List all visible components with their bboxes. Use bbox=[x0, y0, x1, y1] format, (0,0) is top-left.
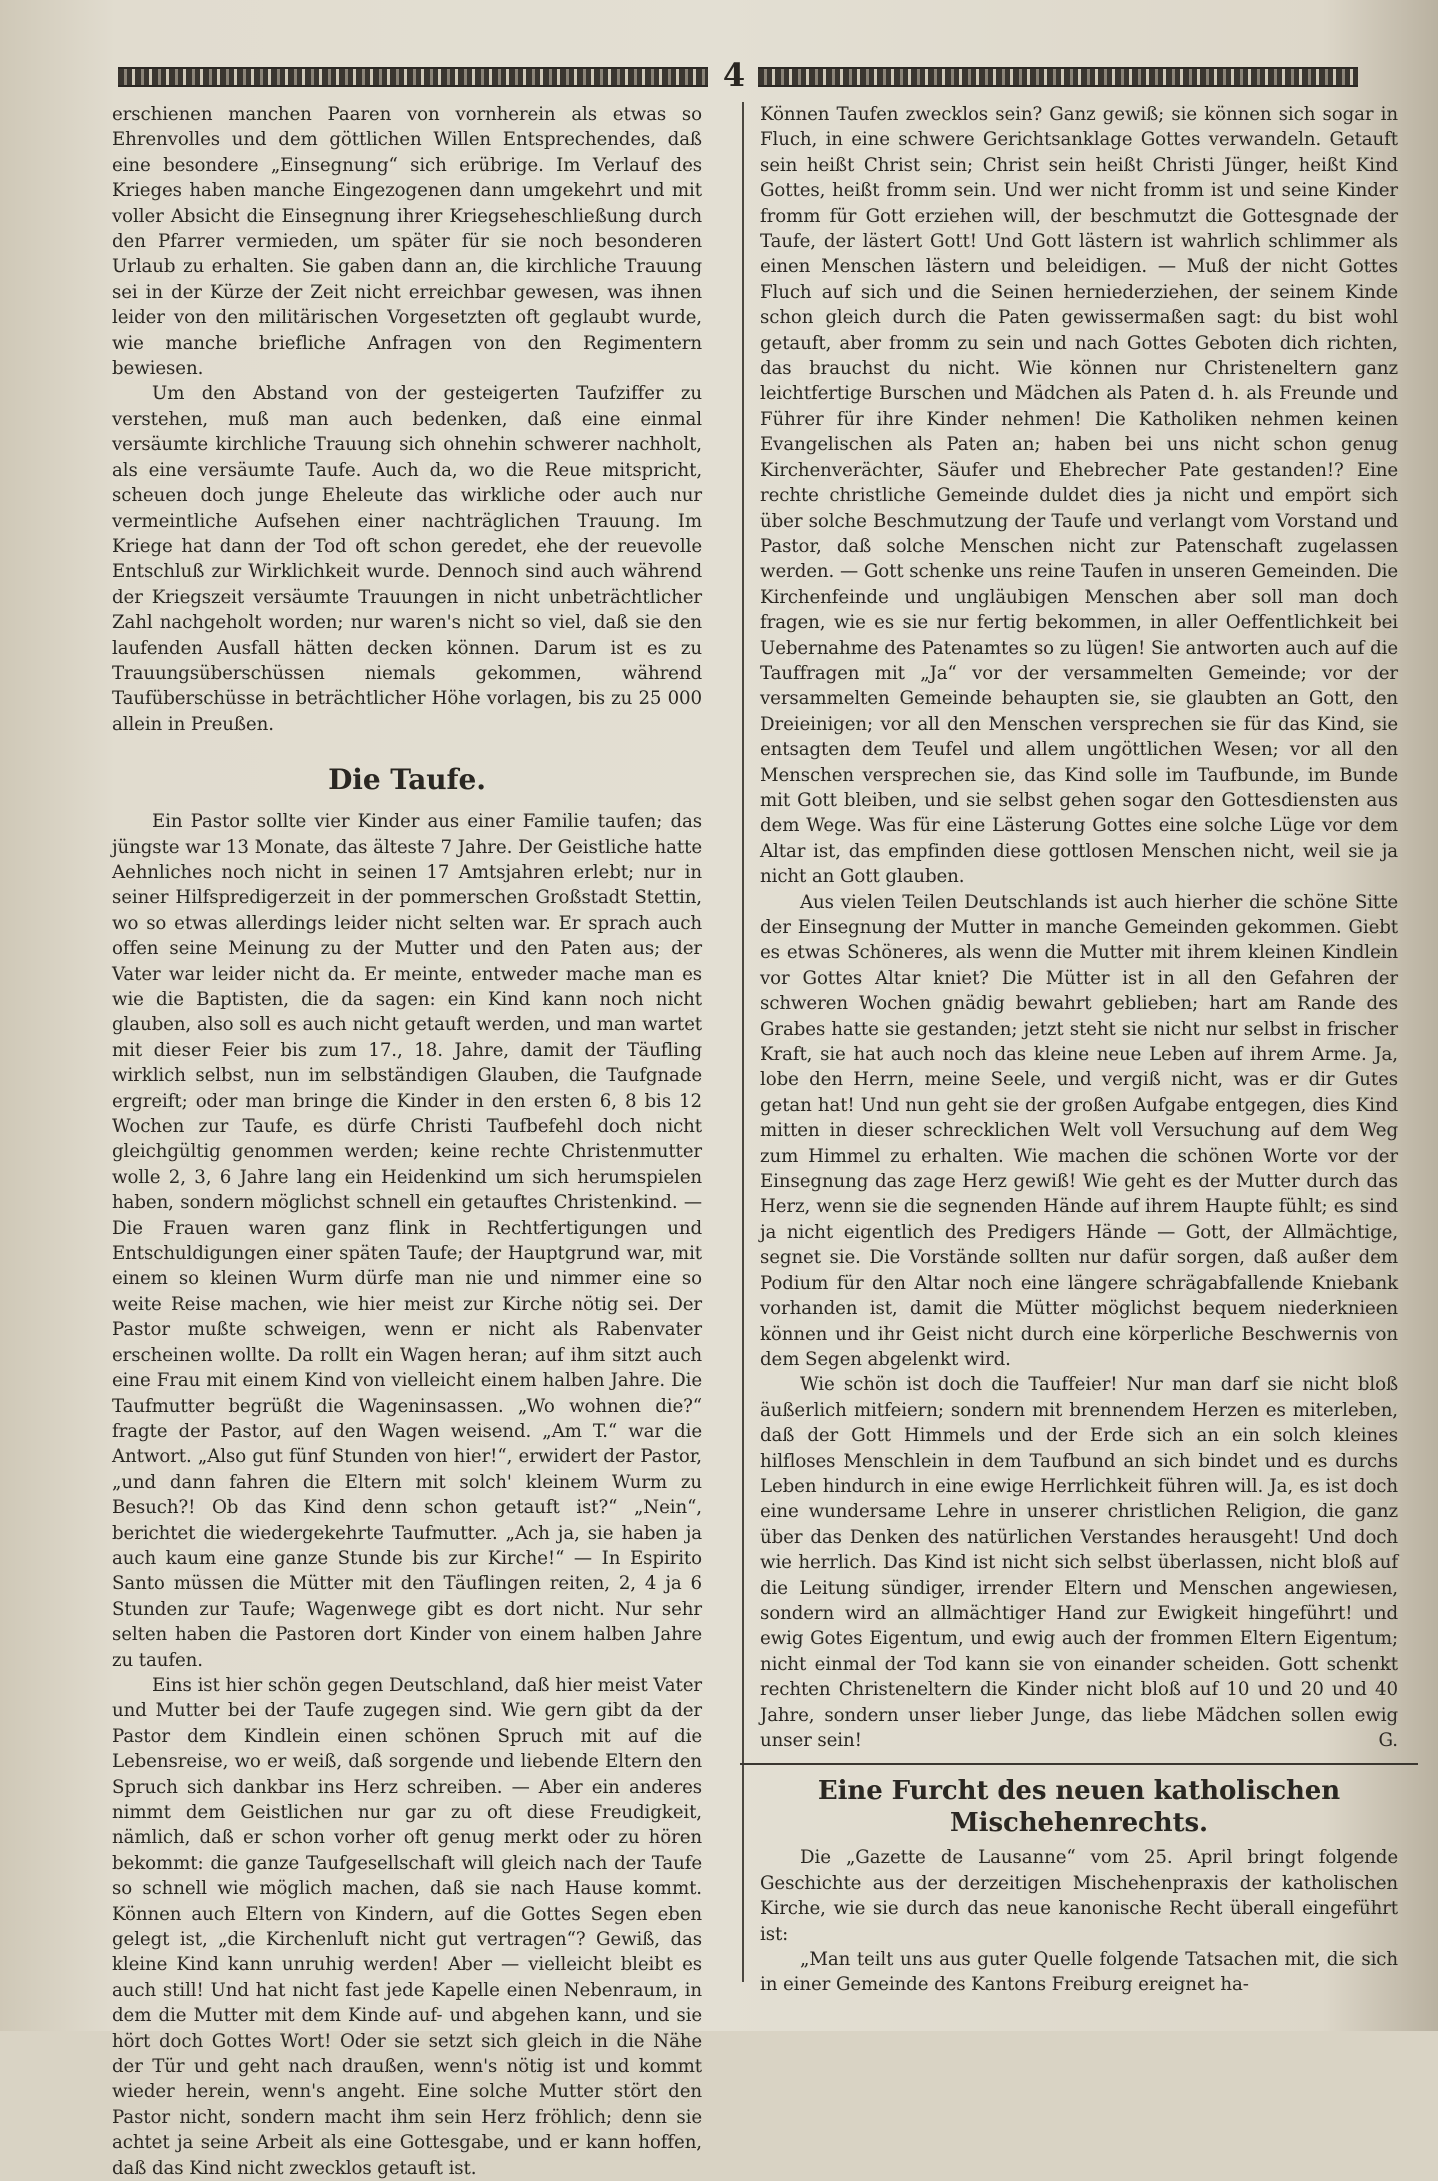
right-paragraph-3-text: Wie schön ist doch die Tauffeier! Nur man darf sie nicht bloß äußerlich mitfeiern; sondern mit brennendem Herzen es miterleben, daß der Gott Himmels und der Erde sich an ein solch kleines hilfloses Menschlein in dem Taufbund an sich bindet und es durchs Leben hindurch in eine ewige Herrlichkeit führen will. Ja, es ist doch eine wundersame Lehre in unserer christlichen Religion, die ganz über das Denken des natürlichen Verstandes herausgeht! Und doch wie herrlich. Das Kind ist nicht sich selbst überlassen, nicht bloß auf die Leitung sündiger, irrender Eltern und Menschen angewiesen, sondern wird an allmächtiger Hand zur Ewigkeit hingeführt! und ewig Gotes Eigentum, und ewig auch der frommen Eltern Eigentum; nicht einmal der Tod kann sie von einander scheiden. Gott schenkt rechten Christeneltern die Kinder nicht bloß auf 10 und 20 und 40 Jahre, sondern unser lieber Junge, das liebe Mädchen sollen ewig unser sein! bbox=[760, 1374, 1398, 1751]
right-paragraph-3 bbox=[760, 1372, 1398, 1753]
left-paragraph-4: Eins ist hier schön gegen Deutschland, daß hier meist Vater und Mutter bei der Taufe zugegen sind. Wie gern gibt da der Pastor dem Kindlein einen schönen Spruch mit auf die Lebensreise, wo er weiß, daß sorgende und liebende Eltern den Spruch sich dankbar ins Herz schreiben. — Aber ein anderes nimmt dem Geistlichen nur gar zu oft diese Freudigkeit, nämlich, daß er schon vorher oft genug merkt oder zu hören bekommt: die ganze Taufgesellschaft will gleich nach der Taufe so schnell wie möglich machen, daß sie nach Hause kommt. Können auch Eltern von Kindern, auf die Gottes Segen eben gelegt ist, „die Kirchenluft nicht gut vertragen“? Gewiß, das kleine Kind kann unruhig werden! Aber — vielleicht bleibt es auch still! Und hat nicht fast jede Kapelle einen Nebenraum, in dem die Mutter mit dem Kinde auf- und abgehen kann, und sie hört doch Gottes Wort! Oder sie setzt sich gleich in die Nähe der Tür und geht nach draußen, wenn's nötig ist und kommt wieder herein, wenn's angeht. Eine solche Mutter stört den Pastor nicht, sondern macht ihm sein Herz fröhlich; denn sie achtet ja seine Arbeit als eine Gottesgabe, und er kann hoffen, daß das Kind nicht zwecklos getauft ist. bbox=[112, 1674, 702, 2179]
author-signature: G. bbox=[1378, 1730, 1398, 1751]
left-paragraph-2: Um den Abstand von der gesteigerten Taufziffer zu verstehen, muß man auch bedenken, daß eine einmal versäumte kirchliche Trauung sich ohnehin schwerer nachholt, als eine versäumte Taufe. Auch da, wo die Reue mitspricht, scheuen doch junge Eheleute das wirkliche oder auch nur vermeintliche Aufsehen einer nachträglichen Trauung. Im Kriege hat dann der Tod oft schon geredet, ehe der reuevolle Entschluß zur Wirklichkeit wurde. Dennoch sind auch während der Kriegszeit versäumte Trauungen in nicht unbeträchtlicher Zahl nachgeholt worden; nur waren's nicht so viel, daß sie den laufenden Ausfall hätten decken können. Darum ist es zu Trauungsüberschüssen niemals gekommen, während Taufüberschüsse in beträchtlicher Höhe vorlagen, bis zu 25 000 allein in Preußen. bbox=[112, 383, 702, 735]
right-paragraph-5: „Man teilt uns aus guter Quelle folgende Tatsachen mit, die sich in einer Gemeinde des Kantons Freiburg ereignet ha- bbox=[760, 1949, 1398, 1996]
left-column bbox=[112, 102, 702, 2181]
right-column bbox=[760, 102, 1398, 1998]
page-header bbox=[118, 55, 1358, 95]
section-rule bbox=[740, 1763, 1418, 1765]
left-paragraph-1: erschienen manchen Paaren von vornherein als etwas so Ehrenvolles und dem göttlichen Willen Entsprechendes, daß eine besondere „Einsegnung“ sich erübrige. Im Verlauf des Krieges haben manche Eingezogenen dann umgekehrt und mit voller Absicht die Einsegnung ihrer Kriegseheschließung durch den Pfarrer vermieden, um später für sie noch besonderen Urlaub zu erhalten. Sie gaben dann an, die kirchliche Trauung sei in der Kürze der Zeit nicht erreichbar gewesen, was ihnen leider von den militärischen Vorgesetzten oft geglaubt wurde, wie manche briefliche Anfragen von den Regimentern bewiesen. bbox=[112, 104, 702, 380]
left-paragraph-3: Ein Pastor sollte vier Kinder aus einer Familie taufen; das jüngste war 13 Monate, das älteste 7 Jahre. Der Geistliche hatte Aehnliches noch nicht in seinen 17 Amtsjahren erlebt; nur in seiner Hilfspredigerzeit in der pommerschen Großstadt Stettin, wo so etwas allerdings leider nicht selten war. Er sprach auch offen seine Meinung zu der Mutter und den Paten aus; der Vater war leider nicht da. Er meinte, entweder mache man es wie die Baptisten, die da sagen: ein Kind kann noch nicht glauben, also soll es auch nicht getauft werden, und man wartet mit dieser Feier bis zum 17., 18. Jahre, damit der Täufling wirklich selbst, nun im selbständigen Glauben, die Taufgnade ergreift; oder man bringe die Kinder in den ersten 6, 8 bis 12 Wochen zur Taufe, es dürfe Christi Taufbefehl doch nicht gleichgültig genommen werden; keine rechte Christenmutter wolle 2, 3, 6 Jahre lang ein Heidenkind um sich herumspielen haben, sondern möglichst schnell ein getauftes Christenkind. — Die Frauen waren ganz flink in Rechtfertigungen und Entschuldigungen einer späten Taufe; der Hauptgrund war, mit einem so kleinen Wurm dürfe man nie und nimmer eine so weite Reise machen, wie hier meist zur Kirche nötig sei. Der Pastor mußte schweigen, wenn er nicht als Rabenvater erscheinen wollte. Da rollt ein Wagen heran; auf ihm sitzt auch eine Frau mit einem Kind von vielleicht einem halben Jahre. Die Taufmutter begrüßt die Wageninsassen. „Wo wohnen die?“ fragte der Pastor, auf den Wagen weisend. „Am T.“ war die Antwort. „Also gut fünf Stunden von hier!“, erwidert der Pastor, „und dann fahren die Eltern mit solch' kleinem Wurm zu Besuch?! Ob das Kind denn schon getauft ist?“ „Nein“, berichtet die wiedergekehrte Taufmutter. „Ach ja, sie haben ja auch kaum eine ganze Stunde bis zur Kirche!“ — In Espirito Santo müssen die Mütter mit den Täuflingen reiten, 2, 4 ja 6 Stunden zur Taufe; Wagenwege gibt es dort nicht. Nur sehr selten haben die Pastoren dort Kinder von einem halben Jahre zu taufen. bbox=[112, 811, 702, 1671]
page-number: 4 bbox=[722, 56, 746, 94]
article-heading-mischehenrecht: Eine Furcht des neuen katholischen Mischehenrechts. bbox=[817, 1776, 1341, 1839]
header-ornament-left bbox=[118, 67, 708, 87]
right-paragraph-1: Können Taufen zwecklos sein? Ganz gewiß; sie können sich sogar in Fluch, in eine schwere Gerichtsanklage Gottes verwandeln. Getauft sein heißt Christ sein; Christ sein heißt Christi Jünger, heißt Kind Gottes, heißt fromm sein. Und wer nicht fromm ist und seine Kinder fromm für Gott erziehen will, der beschmutzt die Gottesgnade der Taufe, der lästert Gott! Und Gott lästern ist wahrlich schlimmer als einen Menschen lästern und beleidigen. — Muß der nicht Gottes Fluch auf sich und die Seinen herniederziehen, der seinem Kinde schon gleich durch die Paten gewissermaßen sagt: du bist wohl getauft, aber fromm zu sein und nach Gottes Geboten dich richten, das brauchst du nicht. Wie können nur Christeneltern ganz leichtfertige Burschen und Mädchen als Paten d. h. als Freunde und Führer für ihre Kinder nehmen! Die Katholiken nehmen keinen Evangelischen als Paten an; haben bei uns nicht schon genug Kirchenverächter, Säufer und Ehebrecher Pate gestanden!? Eine rechte christliche Gemeinde duldet dies ja nicht und empört sich über solche Beschmutzung der Taufe und verlangt vom Vorstand und Pastor, daß solche Menschen nicht zur Patenschaft zugelassen werden. — Gott schenke uns reine Taufen in unseren Gemeinden. Die Kirchenfeinde und ungläubigen Menschen aber soll man doch fragen, wie es sie nur fertig bekommen, in aller Oeffentlichkeit bei Uebernahme des Patenamtes so zu lügen! Sie antworten auch auf die Tauffragen mit „Ja“ vor der versammelten Gemeinde; vor der versammelten Gemeinde behaupten sie, sie glaubten an Gott, den Dreieinigen; vor all den Menschen versprechen sie für das Kind, sie entsagten dem Teufel und allem ungöttlichen Wesen; vor all den Menschen versprechen sie, das Kind solle im Taufbunde, im Bunde mit Gott bleiben, und sie selbst gehen sogar den Gottesdiensten aus dem Wege. Was für eine Lästerung Gottes eine solche Lüge vor dem Altar ist, das empfinden diese gottlosen Menschen nicht, weil sie ja nicht an Gott glauben. bbox=[760, 104, 1398, 888]
right-paragraph-4: Die „Gazette de Lausanne“ vom 25. April bringt folgende Geschichte aus der derzeitigen Mischehenpraxis der katholischen Kirche, wie sie durch das neue kanonische Recht überall eingeführt ist: bbox=[760, 1847, 1398, 1945]
right-paragraph-2: Aus vielen Teilen Deutschlands ist auch hierher die schöne Sitte der Einsegnung der Mutter in manche Gemeinden gekommen. Giebt es etwas Schöneres, als wenn die Mutter mit ihrem kleinen Kindlein vor Gottes Altar kniet? Die Mütter ist in all den Gefahren der schweren Wochen gnädig bewahrt geblieben; hart am Rande des Grabes hatte sie gestanden; jetzt steht sie nicht nur selbst in frischer Kraft, sie hat auch noch das kleine neue Leben auf ihrem Arme. Ja, lobe den Herrn, meine Seele, und vergiß nicht, was er dir Gutes getan hat! Und nun geht sie der großen Aufgabe entgegen, dies Kind mitten in dieser schrecklichen Welt voll Versuchung auf dem Weg zum Himmel zu erhalten. Wie machen die schönen Worte vor der Einsegnung das zage Herz gewiß! Wie geht es der Mutter durch das Herz, wenn sie die segnenden Hände auf ihrem Haupte fühlt; es sind ja nicht eigentlich des Predigers Hände — Gott, der Allmächtige, segnet sie. Die Vorstände sollten nur dafür sorgen, daß außer dem Podium für den Altar noch eine längere schrägabfallende Kniebank vorhanden ist, damit die Mütter möglichst bequem niederknieen können und ihr Geist nicht durch eine körperliche Beschwernis von dem Segen abgelenkt wird. bbox=[760, 891, 1398, 1370]
article-heading-die-taufe: Die Taufe. bbox=[328, 763, 486, 797]
column-divider bbox=[742, 102, 744, 1982]
header-ornament-right bbox=[758, 67, 1358, 87]
